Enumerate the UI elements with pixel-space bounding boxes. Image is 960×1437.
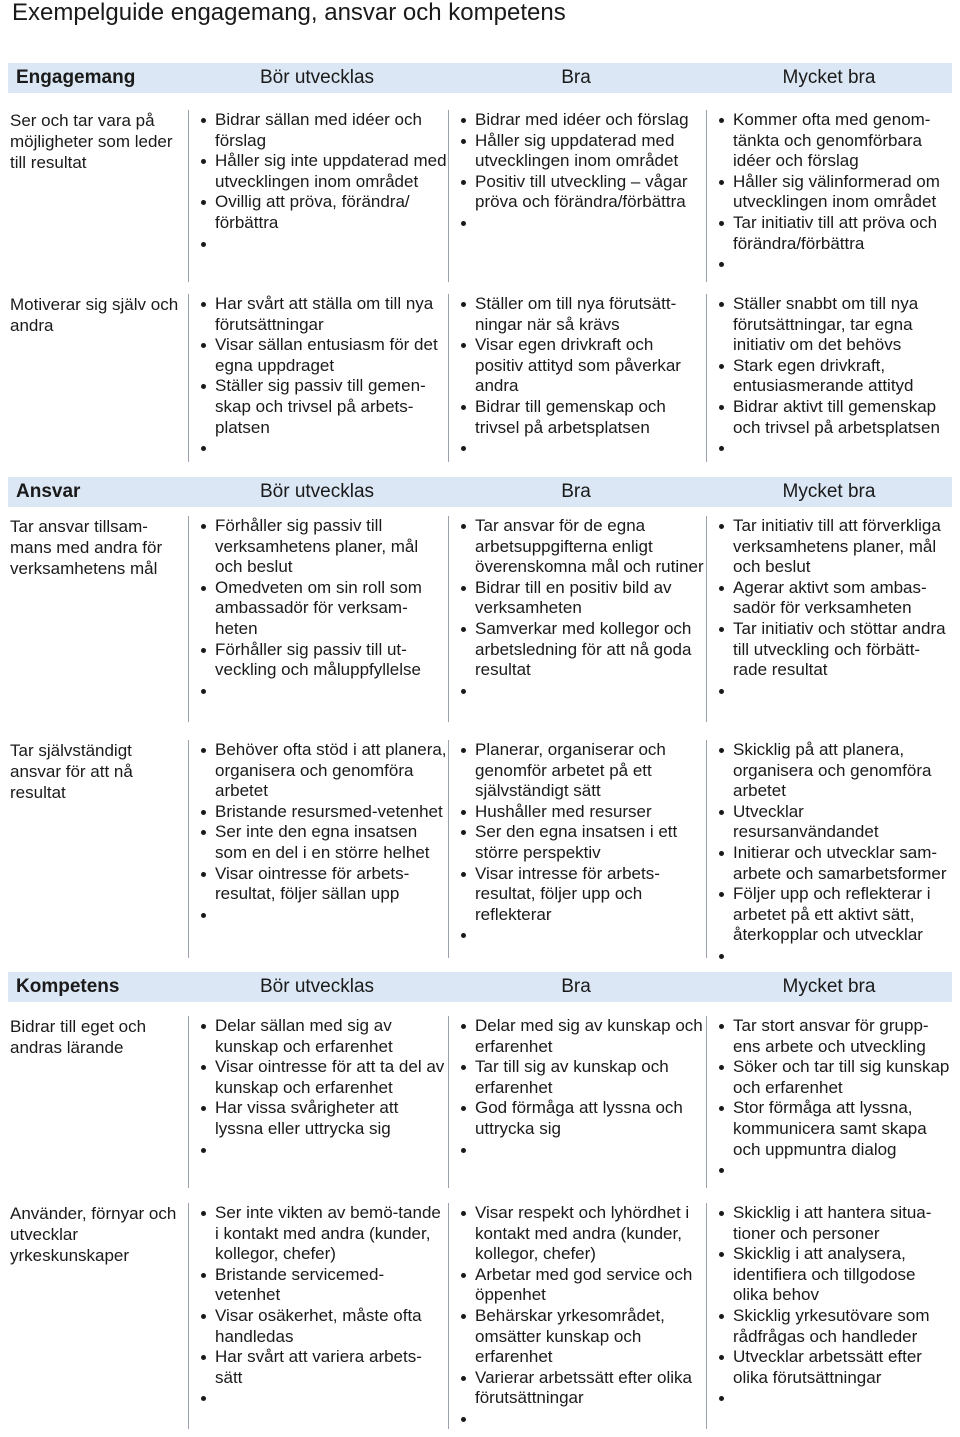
bullet-item: Delar med sig av kunskap och erfarenhet: [461, 1016, 706, 1057]
empty-bullet-item: [719, 681, 952, 702]
bullet-item: Visar intresse för arbets-resultat, följer upp och reflekterar: [461, 864, 706, 926]
level-cell-bör-utvecklas: [188, 1203, 448, 1429]
bullet-list: [201, 294, 448, 459]
empty-bullet-item: [461, 213, 706, 234]
column-header: Bör utvecklas: [259, 67, 375, 88]
bullet-item: God förmåga att lyssna och uttrycka sig: [461, 1098, 706, 1139]
empty-bullet-item: [201, 1388, 448, 1409]
section-title: Kompetens: [16, 976, 120, 997]
criteria-row: [8, 110, 952, 282]
bullet-item: Har svårt att ställa om till nya förutsättningar: [201, 294, 448, 335]
bullet-item: Positiv till utveckling – vågar pröva och förändra/förbättra: [461, 172, 706, 213]
bullet-list: [201, 1016, 448, 1160]
bullet-item: Skicklig i att analysera, identifiera och tillgodose olika behov: [719, 1244, 952, 1306]
level-cell-bra: [448, 740, 706, 958]
bullet-item: Delar sällan med sig av kunskap och erfarenhet: [201, 1016, 448, 1057]
bullet-list: [719, 516, 952, 701]
bullet-item: Följer upp och reflekterar i arbetet på ett aktivt sätt, återkopplar och utvecklar: [719, 884, 952, 946]
column-header: Bra: [561, 976, 591, 997]
bullet-list: [201, 516, 448, 701]
empty-bullet-item: [461, 925, 706, 946]
criteria-row: [8, 516, 952, 722]
bullet-item: Kommer ofta med genom-tänkta och genomförbara idéer och förslag: [719, 110, 952, 172]
criteria-row: [8, 740, 952, 958]
criteria-label: Motiverar sig själv och andra: [10, 295, 179, 335]
bullet-list: [461, 516, 706, 701]
level-cell-bör-utvecklas: [188, 516, 448, 722]
bullet-item: Stark egen drivkraft, entusiasmerande attityd: [719, 356, 952, 397]
bullet-item: Skicklig på att planera, organisera och genomföra arbetet: [719, 740, 952, 802]
empty-bullet-item: [461, 681, 706, 702]
bullet-list: [461, 740, 706, 946]
bullet-item: Ser inte vikten av bemö-tande i kontakt med andra (kunder, kollegor, chefer): [201, 1203, 448, 1265]
criteria-label: Bidrar till eget och andras lärande: [10, 1017, 147, 1057]
bullet-item: Samverkar med kollegor och arbetsledning för att nå goda resultat: [461, 619, 706, 681]
bullet-item: Skicklig yrkesutövare som rådfrågas och handleder: [719, 1306, 952, 1347]
bullet-item: Bidrar aktivt till gemenskap och trivsel på arbetsplatsen: [719, 397, 952, 438]
bullet-item: Tar initiativ till att pröva och förändra/förbättra: [719, 213, 952, 254]
criteria-label: Ser och tar vara på möjligheter som leder till resultat: [10, 111, 173, 172]
level-cell-mycket-bra: [706, 516, 952, 722]
empty-bullet-item: [719, 254, 952, 275]
bullet-list: [461, 294, 706, 459]
bullet-item: Har vissa svårigheter att lyssna eller uttrycka sig: [201, 1098, 448, 1139]
level-cell-bör-utvecklas: [188, 740, 448, 958]
section-header-ansvar: [8, 477, 952, 507]
level-cell-bör-utvecklas: [188, 110, 448, 282]
empty-bullet-item: [201, 234, 448, 255]
bullet-item: Tar till sig av kunskap och erfarenhet: [461, 1057, 706, 1098]
bullet-item: Ställer om till nya förutsätt-ningar när så krävs: [461, 294, 706, 335]
bullet-item: Utvecklar resursanvändandet: [719, 802, 952, 843]
level-cell-mycket-bra: [706, 1016, 952, 1188]
bullet-list: [201, 1203, 448, 1409]
column-header: Mycket bra: [782, 67, 876, 88]
bullet-item: Visar sällan entusiasm för det egna uppdraget: [201, 335, 448, 376]
bullet-item: Planerar, organiserar och genomför arbetet på ett självständigt sätt: [461, 740, 706, 802]
bullet-item: Bidrar sällan med idéer och förslag: [201, 110, 448, 151]
criteria-label: Tar självständigt ansvar för att nå resultat: [10, 741, 133, 802]
level-cell-bra: [448, 110, 706, 282]
bullet-item: Arbetar med god service och öppenhet: [461, 1265, 706, 1306]
level-cell-bör-utvecklas: [188, 1016, 448, 1188]
empty-bullet-item: [461, 438, 706, 459]
empty-bullet-item: [461, 1409, 706, 1430]
bullet-item: Omedveten om sin roll som ambassadör för verksam-heten: [201, 578, 448, 640]
bullet-item: Ser inte den egna insatsen som en del i en större helhet: [201, 822, 448, 863]
empty-bullet-item: [201, 905, 448, 926]
bullet-item: Tar initiativ till att förverkliga verksamhetens planer, mål och beslut: [719, 516, 952, 578]
bullet-item: Förhåller sig passiv till ut-veckling och måluppfyllelse: [201, 640, 448, 681]
bullet-item: Initierar och utvecklar sam-arbete och samarbetsformer: [719, 843, 952, 884]
bullet-item: Utvecklar arbetssätt efter olika förutsättningar: [719, 1347, 952, 1388]
empty-bullet-item: [719, 1160, 952, 1181]
bullet-item: Håller sig uppdaterad med utvecklingen inom området: [461, 131, 706, 172]
bullet-list: [719, 1203, 952, 1409]
bullet-item: Bidrar till gemenskap och trivsel på arbetsplatsen: [461, 397, 706, 438]
level-cell-mycket-bra: [706, 740, 952, 958]
section-header-engagemang: [8, 63, 952, 93]
bullet-list: [201, 740, 448, 925]
level-cell-bra: [448, 1016, 706, 1188]
level-cell-bra: [448, 1203, 706, 1429]
bullet-item: Bidrar till en positiv bild av verksamheten: [461, 578, 706, 619]
empty-bullet-item: [719, 438, 952, 459]
column-header: Bra: [561, 481, 591, 502]
criteria-row: [8, 1203, 952, 1429]
empty-bullet-item: [719, 1388, 952, 1409]
empty-bullet-item: [201, 681, 448, 702]
bullet-item: Ser den egna insatsen i ett större perspektiv: [461, 822, 706, 863]
section-title: Ansvar: [16, 481, 81, 502]
bullet-item: Ställer sig passiv till gemen-skap och trivsel på arbets-platsen: [201, 376, 448, 438]
section-title: Engagemang: [16, 67, 136, 88]
bullet-item: Har svårt att variera arbets-sätt: [201, 1347, 448, 1388]
bullet-item: Bidrar med idéer och förslag: [461, 110, 706, 131]
level-cell-bra: [448, 294, 706, 462]
bullet-list: [461, 1203, 706, 1430]
bullet-item: Förhåller sig passiv till verksamhetens planer, mål och beslut: [201, 516, 448, 578]
criteria-label: Använder, förnyar och utvecklar yrkeskunskaper: [10, 1204, 177, 1265]
bullet-item: Tar stort ansvar för grupp-ens arbete och utveckling: [719, 1016, 952, 1057]
bullet-item: Hushåller med resurser: [461, 802, 706, 823]
section-header-kompetens: [8, 972, 952, 1002]
criteria-row: [8, 294, 952, 462]
level-cell-mycket-bra: [706, 294, 952, 462]
level-cell-bör-utvecklas: [188, 294, 448, 462]
bullet-item: Bristande resursmed-vetenhet: [201, 802, 448, 823]
bullet-item: Söker och tar till sig kunskap och erfarenhet: [719, 1057, 952, 1098]
bullet-item: Visar respekt och lyhördhet i kontakt med andra (kunder, kollegor, chefer): [461, 1203, 706, 1265]
bullet-item: Skicklig i att hantera situa-tioner och personer: [719, 1203, 952, 1244]
bullet-item: Ovillig att pröva, förändra/ förbättra: [201, 192, 448, 233]
bullet-item: Visar ointresse för att ta del av kunskap och erfarenhet: [201, 1057, 448, 1098]
empty-bullet-item: [201, 1140, 448, 1161]
empty-bullet-item: [719, 946, 952, 967]
bullet-item: Bristande servicemed-vetenhet: [201, 1265, 448, 1306]
column-header: Bör utvecklas: [259, 481, 375, 502]
level-cell-mycket-bra: [706, 1203, 952, 1429]
bullet-item: Håller sig välinformerad om utvecklingen inom området: [719, 172, 952, 213]
empty-bullet-item: [201, 438, 448, 459]
page-title: Exempelguide engagemang, ansvar och kompetens: [12, 0, 566, 26]
column-header: Bör utvecklas: [259, 976, 375, 997]
column-header: Bra: [561, 67, 591, 88]
bullet-list: [461, 1016, 706, 1160]
level-cell-mycket-bra: [706, 110, 952, 282]
bullet-item: Visar egen drivkraft och positiv attityd som påverkar andra: [461, 335, 706, 397]
column-header: Mycket bra: [782, 481, 876, 502]
bullet-list: [719, 740, 952, 967]
bullet-item: Varierar arbetssätt efter olika förutsättningar: [461, 1368, 706, 1409]
bullet-item: Behöver ofta stöd i att planera, organisera och genomföra arbetet: [201, 740, 448, 802]
bullet-item: Tar initiativ och stöttar andra till utveckling och förbätt-rade resultat: [719, 619, 952, 681]
bullet-item: Stor förmåga att lyssna, kommunicera samt skapa och uppmuntra dialog: [719, 1098, 952, 1160]
bullet-item: Behärskar yrkesområdet, omsätter kunskap och erfarenhet: [461, 1306, 706, 1368]
criteria-label: Tar ansvar tillsam-mans med andra för verksamhetens mål: [10, 517, 163, 578]
bullet-item: Tar ansvar för de egna arbetsuppgifterna enligt överenskomna mål och rutiner: [461, 516, 706, 578]
bullet-list: [461, 110, 706, 234]
bullet-list: [719, 294, 952, 459]
column-header: Mycket bra: [782, 976, 876, 997]
bullet-item: Visar osäkerhet, måste ofta handledas: [201, 1306, 448, 1347]
bullet-list: [201, 110, 448, 254]
bullet-list: [719, 110, 952, 275]
bullet-item: Håller sig inte uppdaterad med utvecklingen inom området: [201, 151, 448, 192]
criteria-row: [8, 1016, 952, 1188]
bullet-list: [719, 1016, 952, 1181]
empty-bullet-item: [461, 1140, 706, 1161]
bullet-item: Visar ointresse för arbets-resultat, följer sällan upp: [201, 864, 448, 905]
bullet-item: Agerar aktivt som ambas-sadör för verksamheten: [719, 578, 952, 619]
bullet-item: Ställer snabbt om till nya förutsättningar, tar egna initiativ om det behövs: [719, 294, 952, 356]
level-cell-bra: [448, 516, 706, 722]
